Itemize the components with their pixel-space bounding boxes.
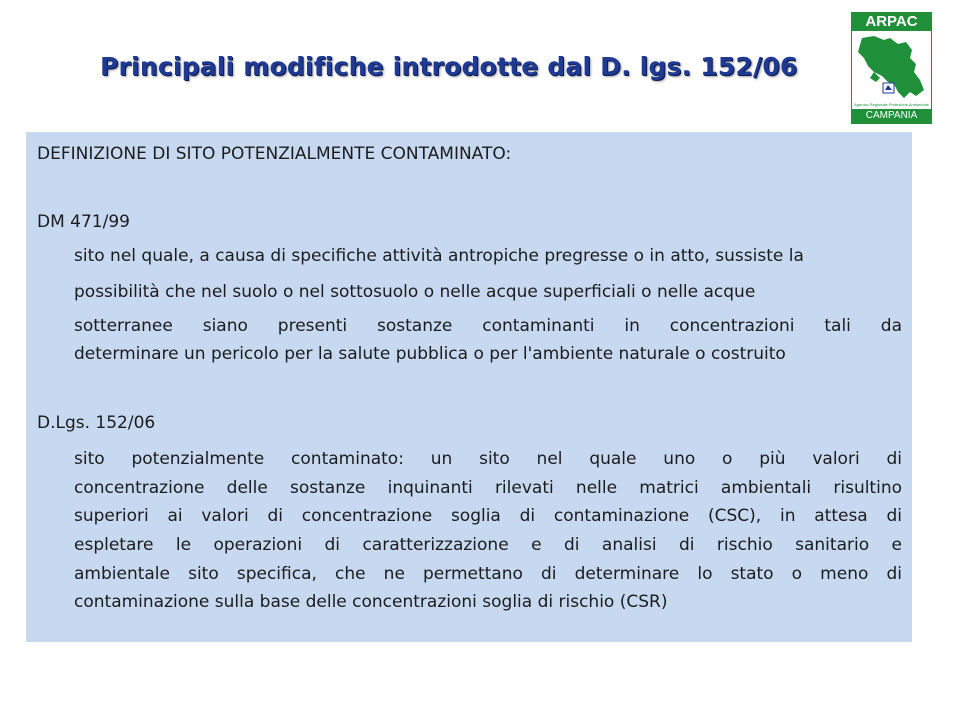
- dlgs-text-line-1: sito potenzialmente contaminato: un sito nel quale uno o più valori di: [74, 449, 902, 469]
- arpac-logo: [851, 12, 932, 124]
- dlgs-text-line-4: espletare le operazioni di caratterizzazione e di analisi di rischio sanitario e: [74, 535, 902, 555]
- logo-agency-text: Agenzia Regionale Protezione Ambientale: [854, 102, 929, 107]
- dlgs-text-line-2: concentrazione delle sostanze inquinanti rilevati nelle matrici ambientali risultino: [74, 478, 902, 498]
- dm-text-line-4: determinare un pericolo per la salute pubblica o per l'ambiente naturale o costruito: [74, 344, 786, 364]
- campania-map-icon: [854, 32, 929, 102]
- dm-text-line-2: possibilità che nel suolo o nel sottosuolo o nelle acque superficiali o nelle acque: [74, 282, 756, 302]
- dm-text-line-1: sito nel quale, a causa di specifiche attività antropiche pregresse o in atto, sussiste la: [74, 246, 804, 266]
- logo-bottom-text: CAMPANIA: [852, 109, 931, 123]
- section-label-dlgs: D.Lgs. 152/06: [37, 413, 156, 433]
- page-title: Principali modifiche introdotte dal D. lgs. 152/06: [100, 52, 798, 81]
- section-label-dm: DM 471/99: [37, 212, 130, 232]
- dlgs-text-line-5: ambientale sito specifica, che ne permettano di determinare lo stato o meno di: [74, 564, 902, 584]
- dm-text-line-3: sotterranee siano presenti sostanze contaminanti in concentrazioni tali da: [74, 316, 902, 336]
- definition-heading: DEFINIZIONE DI SITO POTENZIALMENTE CONTAMINATO:: [37, 144, 512, 164]
- dlgs-text-line-6: contaminazione sulla base delle concentrazioni soglia di rischio (CSR): [74, 592, 668, 612]
- logo-top-text: ARPAC: [852, 13, 931, 31]
- dlgs-text-line-3: superiori ai valori di concentrazione soglia di contaminazione (CSC), in attesa di: [74, 506, 902, 526]
